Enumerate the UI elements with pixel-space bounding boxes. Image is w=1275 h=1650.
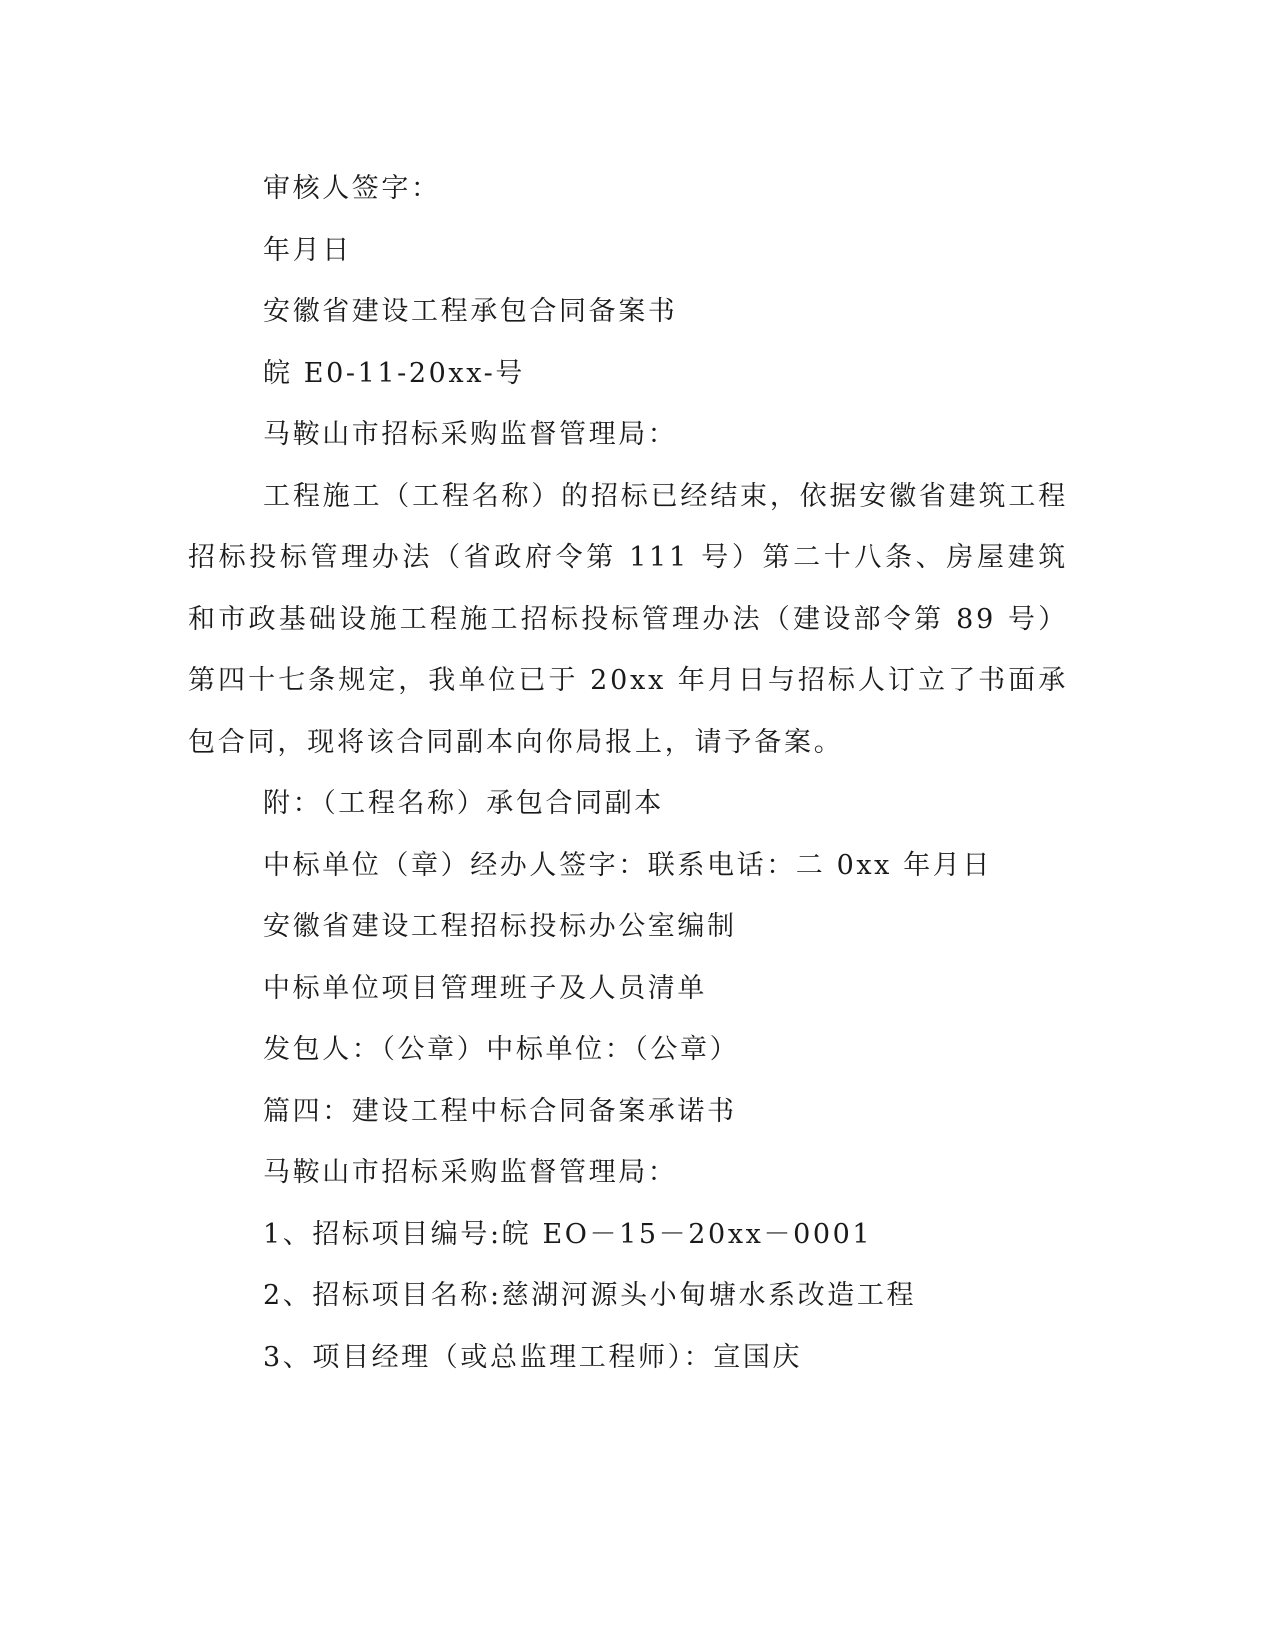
addressee-line-2: 马鞍山市招标采购监督管理局：	[263, 1157, 678, 1188]
filing-number: 皖 E0-11-20xx-号	[263, 357, 525, 389]
item-project-name: 2、招标项目名称:慈湖河源头小甸塘水系改造工程	[263, 1280, 917, 1311]
seal-line: 发包人：（公章）中标单位：（公章）	[263, 1034, 740, 1065]
body-paragraph: 工程施工（工程名称）的招标已经结束，依据安徽省建筑工程招标投标管理办法（省政府令第 111 号）第二十八条、房屋建筑和市政基础设施工程施工招标投标管理办法（建设部令第 89 号）第四十七条规定，我单位已于 20xx 年月日与招标人订立了书面承包合同，现将该合同副本向你局报上，请予备案。	[188, 480, 1068, 758]
contract-filing-title: 安徽省建设工程承包合同备案书	[263, 296, 678, 327]
addressee-line: 马鞍山市招标采购监督管理局：	[263, 419, 678, 450]
winning-unit-signature-line: 中标单位（章）经办人签字：联系电话：二 0xx 年月日	[263, 849, 992, 881]
attachment-line: 附：（工程名称）承包合同副本	[263, 788, 664, 819]
item-project-number: 1、招标项目编号:皖 EO－15－20xx－0001	[263, 1218, 873, 1250]
reviewer-signature-line: 审核人签字：	[263, 173, 441, 204]
date-line: 年月日	[263, 234, 352, 266]
section-four-title: 篇四：建设工程中标合同备案承诺书	[263, 1095, 737, 1127]
compiler-line: 安徽省建设工程招标投标办公室编制	[263, 911, 737, 942]
personnel-list-title: 中标单位项目管理班子及人员清单	[263, 972, 707, 1004]
item-project-manager: 3、项目经理（或总监理工程师）：宣国庆	[263, 1341, 803, 1373]
document-body	[188, 158, 1068, 1388]
